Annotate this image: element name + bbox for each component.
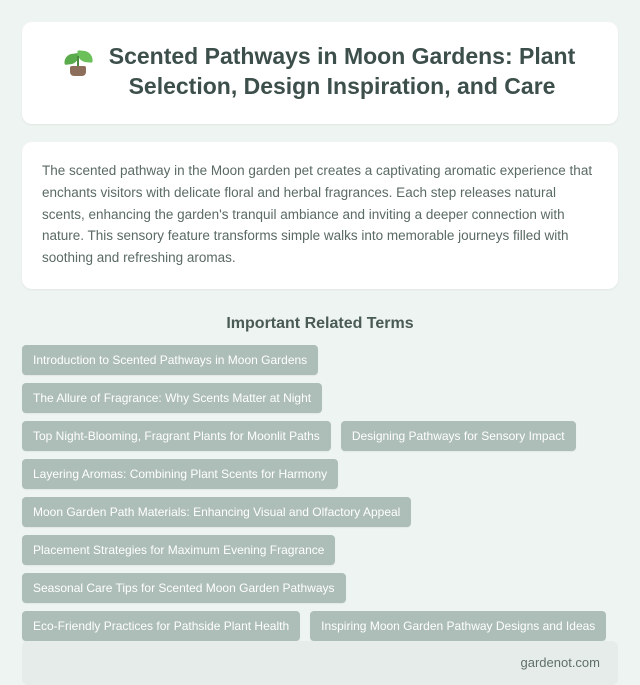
title-card	[22, 22, 618, 124]
summary-text: The scented pathway in the Moon garden pet creates a captivating aromatic experience that enchants visitors with delicate floral and herbal fragrances. Each step releases natural scents, enhancing the garden's tranquil ambiance and inviting a deeper connection with nature. This sensory feature transforms simple walks into memorable journeys filled with soothing and refreshing aromas.	[42, 162, 593, 266]
seedling-icon	[63, 46, 93, 78]
related-term-chip[interactable]: Introduction to Scented Pathways in Moon Gardens	[22, 345, 318, 375]
related-term-chip[interactable]: Designing Pathways for Sensory Impact	[341, 421, 576, 451]
related-term-chip[interactable]: Top Night-Blooming, Fragrant Plants for Moonlit Paths	[22, 421, 331, 451]
summary-card	[22, 142, 618, 289]
seedling-pot	[70, 66, 86, 76]
footer-bar	[22, 641, 618, 685]
site-name: gardenot.com	[520, 655, 600, 671]
page-title: Scented Pathways in Moon Gardens: Plant Selection, Design Inspiration, and Care	[108, 43, 576, 99]
seedling-leaf-right	[76, 50, 93, 63]
related-term-chip[interactable]: Layering Aromas: Combining Plant Scents for Harmony	[22, 459, 338, 489]
related-term-chip[interactable]: Eco-Friendly Practices for Pathside Plant Health	[22, 611, 300, 641]
title-row	[48, 42, 592, 102]
related-terms-list	[22, 345, 618, 641]
related-term-chip[interactable]: Moon Garden Path Materials: Enhancing Visual and Olfactory Appeal	[22, 497, 411, 527]
related-terms-heading: Important Related Terms	[226, 315, 414, 333]
related-term-chip[interactable]: The Allure of Fragrance: Why Scents Matter at Night	[22, 383, 322, 413]
related-term-chip[interactable]: Inspiring Moon Garden Pathway Designs and Ideas	[310, 611, 606, 641]
related-term-chip[interactable]: Seasonal Care Tips for Scented Moon Garden Pathways	[22, 573, 346, 603]
related-term-chip[interactable]: Placement Strategies for Maximum Evening Fragrance	[22, 535, 335, 565]
